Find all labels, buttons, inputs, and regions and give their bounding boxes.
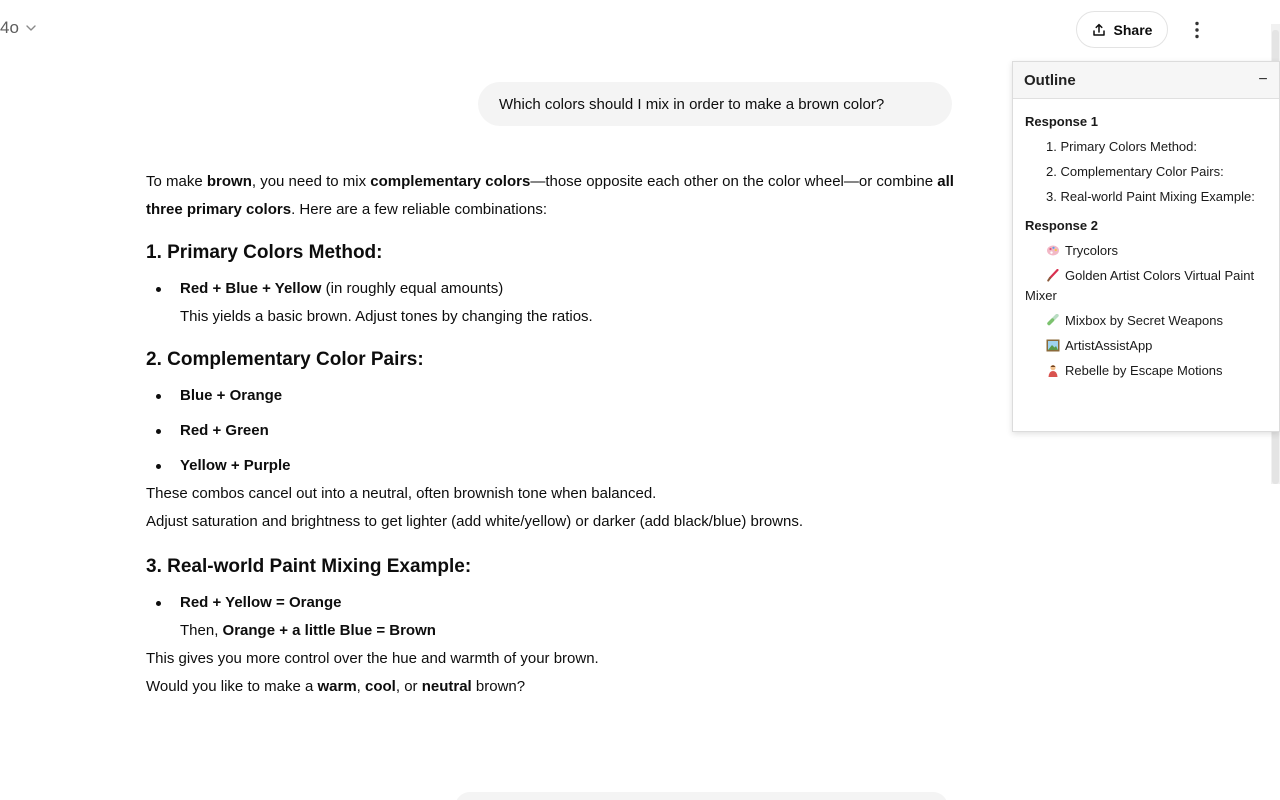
test-tube-icon bbox=[1046, 314, 1060, 327]
outline-panel bbox=[1012, 61, 1280, 432]
share-icon bbox=[1092, 23, 1106, 37]
model-switcher[interactable] bbox=[0, 18, 37, 38]
more-options-button[interactable] bbox=[1184, 16, 1210, 44]
collapse-button[interactable]: − bbox=[1258, 71, 1268, 88]
outline-item[interactable]: 1. Primary Colors Method: bbox=[1046, 139, 1197, 154]
section-heading-real-world-example: 3. Real-world Paint Mixing Example: bbox=[146, 556, 472, 577]
outline-item-mixbox[interactable]: Mixbox by Secret Weapons bbox=[1025, 311, 1267, 331]
control-paragraph: This gives you more control over the hue and warmth of your brown. bbox=[146, 650, 599, 667]
section-heading-complementary-pairs: 2. Complementary Color Pairs: bbox=[146, 349, 424, 370]
list-item: Red + Yellow = Orange Then, Orange + a little Blue = Brown bbox=[146, 589, 966, 645]
section-heading-primary-colors: 1. Primary Colors Method: bbox=[146, 242, 383, 263]
framed-picture-icon bbox=[1046, 339, 1060, 352]
message-composer[interactable] bbox=[455, 792, 948, 800]
list-item: Red + Green bbox=[146, 417, 966, 445]
model-label: 4o bbox=[0, 18, 19, 37]
outline-item-rebelle[interactable]: Rebelle by Escape Motions bbox=[1025, 361, 1267, 381]
follow-up-question: Would you like to make a warm, cool, or neutral brown? bbox=[146, 678, 526, 695]
palette-icon bbox=[1046, 244, 1060, 257]
outline-item[interactable]: 2. Complementary Color Pairs: bbox=[1046, 164, 1224, 179]
paintbrush-icon bbox=[1046, 269, 1060, 282]
share-button[interactable] bbox=[1076, 11, 1168, 48]
artist-icon bbox=[1046, 364, 1060, 377]
user-message-bubble bbox=[478, 82, 952, 126]
outline-section-response-1: Response 1 bbox=[1025, 114, 1098, 129]
outline-item-artistassistapp[interactable]: ArtistAssistApp bbox=[1025, 336, 1267, 356]
combo-note: These combos cancel out into a neutral, often brownish tone when balanced. Adjust saturation and brightness to get lighter (add white/yellow) or darker (add black/blue) browns. bbox=[146, 485, 804, 530]
outline-item-golden-mixer[interactable]: Golden Artist Colors Virtual Paint Mixer bbox=[1025, 268, 1255, 303]
more-vertical-icon bbox=[1195, 21, 1199, 39]
assistant-response bbox=[146, 168, 966, 701]
outline-item-trycolors[interactable]: Trycolors bbox=[1025, 241, 1267, 261]
outline-header bbox=[1013, 62, 1279, 99]
list-item: Red + Blue + Yellow (in roughly equal amounts) This yields a basic brown. Adjust tones by changing the ratios. bbox=[146, 275, 966, 331]
user-message-text: Which colors should I mix in order to make a brown color? bbox=[499, 95, 885, 113]
outline-title: Outline bbox=[1024, 71, 1076, 89]
share-label: Share bbox=[1113, 21, 1153, 38]
chevron-down-icon bbox=[25, 22, 37, 34]
outline-section-response-2: Response 2 bbox=[1025, 218, 1098, 233]
list-item: Yellow + Purple bbox=[146, 452, 966, 480]
intro-paragraph: To make brown, you need to mix complementary colors—those opposite each other on the color wheel—or combine all three primary colors. Here are a few reliable combinations: bbox=[146, 173, 954, 218]
outline-item[interactable]: 3. Real-world Paint Mixing Example: bbox=[1046, 189, 1255, 204]
outline-body bbox=[1013, 99, 1279, 381]
list-item: Blue + Orange bbox=[146, 382, 966, 410]
